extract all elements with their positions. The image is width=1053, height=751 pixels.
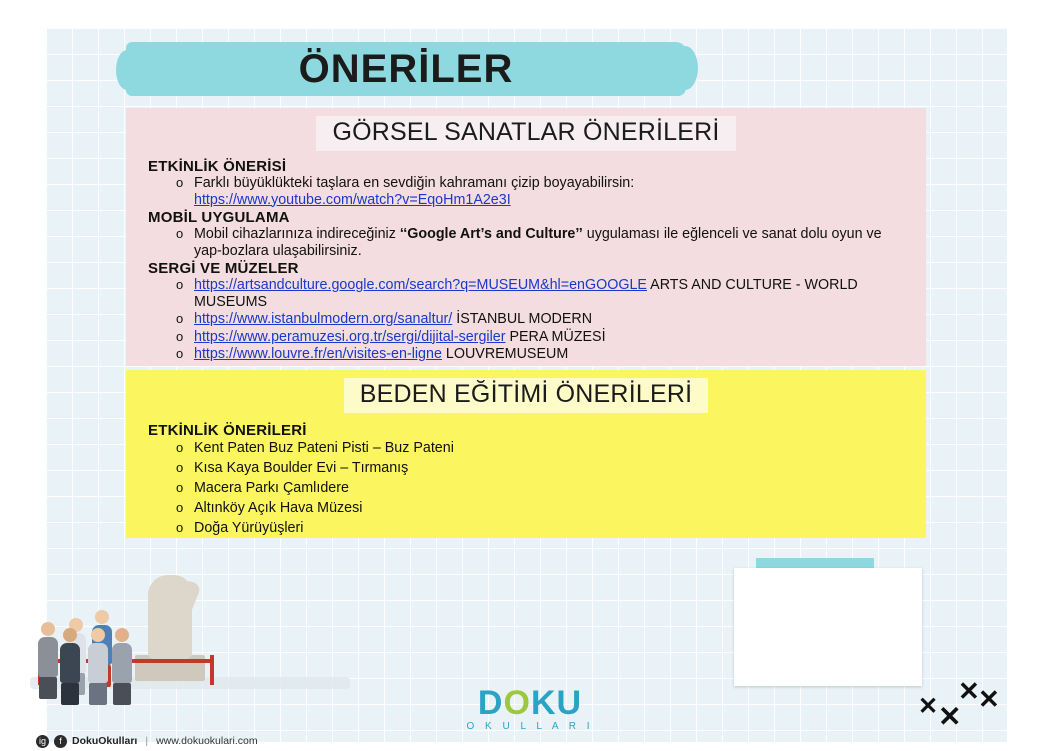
- logo-letter-d: D: [477, 684, 504, 722]
- list-beden-egitimi: [148, 439, 910, 537]
- section-heading-physical-education: [126, 370, 926, 413]
- section-content-visual-arts: [126, 151, 926, 363]
- x-mark-icon: ✕: [918, 693, 939, 720]
- mobile-app-text-post: uygulaması ile eğlenceli ve sanat dolu oyun ve yap-bozlara ulaşabilirsiniz.: [194, 226, 882, 259]
- visitor-legs: [89, 683, 107, 705]
- visitor-body: [112, 643, 132, 683]
- section-content-physical-education: [126, 413, 926, 537]
- footer-bar: [36, 731, 258, 751]
- pera-muzesi-link[interactable]: https://www.peramuzesi.org.tr/sergi/dijital-sergiler: [194, 328, 506, 345]
- museum-illustration: [30, 545, 360, 705]
- section-heading-physical-education-text: BEDEN EĞİTİMİ ÖNERİLERİ: [344, 378, 708, 413]
- pe-item-text: Macera Parkı Çamlıdere: [194, 480, 349, 496]
- list-item: [194, 311, 910, 328]
- google-arts-culture-label: ARTS AND CULTURE - WORLD MUSEUMS: [194, 277, 858, 310]
- list-item: [194, 226, 910, 259]
- visitor-body: [38, 637, 58, 677]
- logo-letter-u: U: [556, 684, 583, 722]
- section-heading-visual-arts-text: GÖRSEL SANATLAR ÖNERİLERİ: [316, 116, 735, 151]
- subheading-sergi-ve-muzeler: SERGİ VE MÜZELER: [148, 260, 299, 277]
- visitor-legs: [113, 683, 131, 705]
- list-item: [194, 459, 910, 477]
- x-mark-icon: ✕: [938, 701, 962, 732]
- rope-line: [126, 659, 214, 663]
- subheading-etkinlik-onerisi: ETKİNLİK ÖNERİSİ: [148, 158, 287, 175]
- list-item: [194, 277, 910, 310]
- list-item: [194, 499, 910, 517]
- louvre-link[interactable]: https://www.louvre.fr/en/visites-en-ligne: [194, 346, 442, 362]
- statue-figure-icon: [148, 575, 192, 659]
- list-item: [194, 329, 910, 346]
- louvre-label: LOUVREMUSEUM: [441, 346, 569, 362]
- footer-brand: DokuOkulları: [72, 735, 138, 747]
- section-gorsel-sanatlar: [126, 108, 926, 366]
- list-item: [194, 346, 910, 363]
- section-heading-visual-arts: [126, 108, 926, 151]
- visitor-body: [88, 643, 108, 683]
- pe-item-text: Altınköy Açık Hava Müzesi: [194, 500, 363, 516]
- note-card: [734, 568, 922, 686]
- logo-letter-o: O: [503, 684, 531, 722]
- visitor-figure: [88, 628, 108, 705]
- google-arts-culture-link[interactable]: https://artsandculture.google.com/search?q=MUSEUM&hl=enGOOGLE: [194, 277, 647, 293]
- list-etkinlik-onerisi: [148, 175, 910, 208]
- visitor-figure: [38, 622, 58, 699]
- doku-logo-wordmark: [455, 686, 605, 720]
- visitor-figure: [60, 628, 80, 705]
- doku-logo: [455, 686, 605, 734]
- list-item: [194, 439, 910, 457]
- visitor-legs: [61, 683, 79, 705]
- list-mobil-uygulama: [148, 226, 910, 259]
- youtube-link[interactable]: https://www.youtube.com/watch?v=EqoHm1A2e3I: [194, 191, 511, 208]
- x-mark-icon: ✕: [958, 676, 980, 706]
- pe-item-text: Kent Paten Buz Pateni Pisti – Buz Pateni: [194, 440, 454, 456]
- visitor-head: [41, 622, 55, 636]
- list-item: [194, 175, 910, 208]
- istanbul-modern-label: İSTANBUL MODERN: [452, 311, 593, 327]
- mobile-app-name: ‘‘Google Art’s and Culture’’: [399, 226, 583, 242]
- visitor-figure: [112, 628, 132, 705]
- visitor-body: [60, 643, 80, 683]
- logo-subtitle: O K U L L A R I: [466, 721, 594, 732]
- section-beden-egitimi: [126, 370, 926, 538]
- page-title: ÖNERİLER: [298, 47, 514, 91]
- instagram-icon[interactable]: ig: [36, 735, 49, 748]
- subheading-mobil-uygulama: MOBİL UYGULAMA: [148, 209, 290, 226]
- istanbul-modern-link[interactable]: https://www.istanbulmodern.org/sanaltur/: [194, 311, 453, 327]
- list-item: [194, 519, 910, 537]
- facebook-icon[interactable]: f: [54, 735, 67, 748]
- list-sergi-ve-muzeler: [148, 277, 910, 363]
- x-mark-icon: ✕: [978, 684, 1000, 714]
- logo-letter-k: K: [530, 684, 557, 722]
- visitor-head: [63, 628, 77, 642]
- x-marks-decoration: [916, 676, 1006, 732]
- visitor-head: [91, 628, 105, 642]
- footer-separator: |: [145, 735, 149, 747]
- mobile-app-text-pre: Mobil cihazlarınıza indireceğiniz: [194, 226, 400, 242]
- pera-muzesi-label: PERA MÜZESİ: [505, 328, 606, 345]
- pe-item-text: Doğa Yürüyüşleri: [194, 520, 304, 536]
- pe-item-text: Kısa Kaya Boulder Evi – Tırmanış: [194, 460, 409, 476]
- subheading-etkinlik-onerileri: ETKİNLİK ÖNERİLERİ: [148, 422, 307, 439]
- guide-head: [95, 610, 109, 624]
- visitor-legs: [39, 677, 57, 699]
- footer-website[interactable]: www.dokuokulari.com: [156, 735, 258, 747]
- activity-text: Farklı büyüklükteki taşlara en sevdiğin kahramanı çizip boyayabilirsin:: [194, 175, 635, 191]
- visitor-head: [115, 628, 129, 642]
- list-item: [194, 479, 910, 497]
